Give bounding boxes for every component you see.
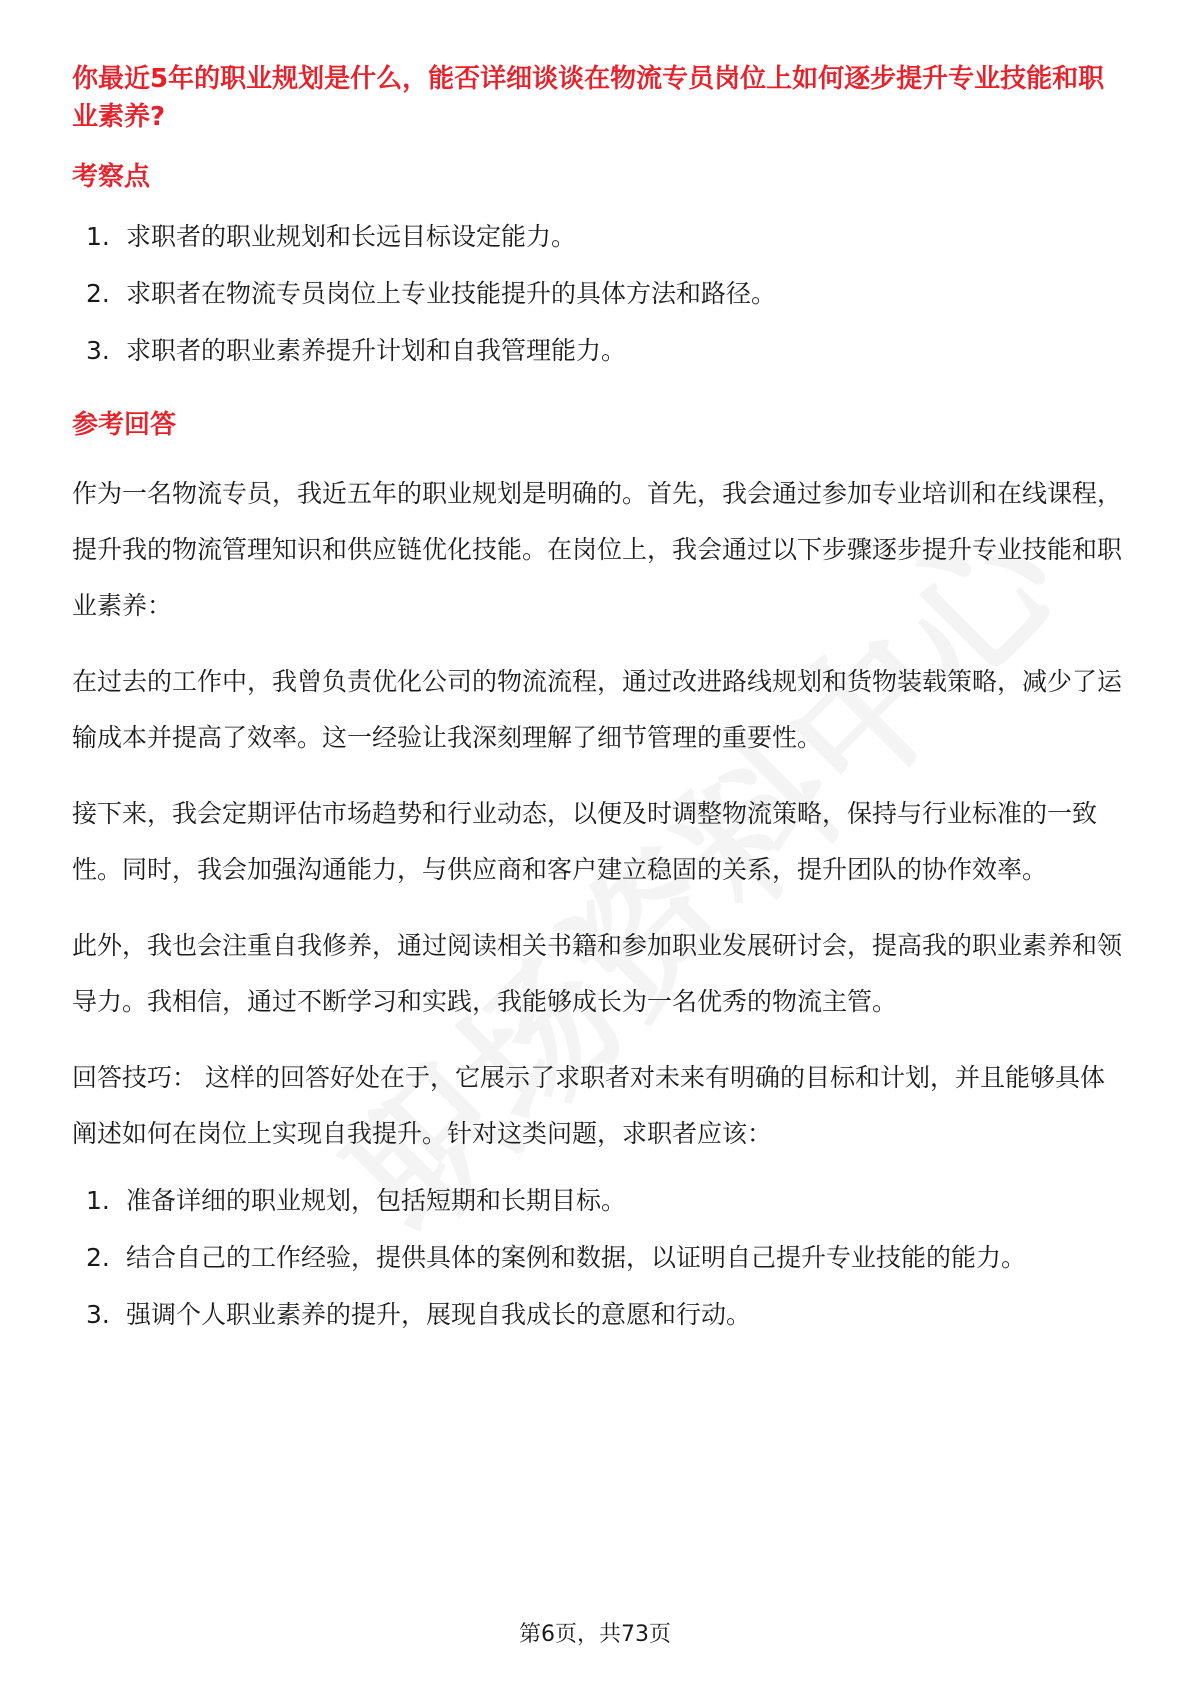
answer-tips-paragraph: 回答技巧： 这样的回答好处在于，它展示了求职者对未来有明确的目标和计划，并且能够具体阐述如何在岗位上实现自我提升。针对这类问题，求职者应该： [72, 1063, 1105, 1148]
answer-paragraph: 此外，我也会注重自我修养，通过阅读相关书籍和参加职业发展研讨会，提高我的职业素养和领导力。我相信，通过不断学习和实践，我能够成长为一名优秀的物流主管。 [72, 931, 1123, 1016]
answer-paragraph: 接下来，我会定期评估市场趋势和行业动态，以便及时调整物流策略，保持与行业标准的一致性。同时，我会加强沟通能力，与供应商和客户建立稳固的关系，提升团队的协作效率。 [72, 799, 1098, 884]
list-item-text: 求职者的职业素养提升计划和自我管理能力。 [126, 336, 627, 365]
list-item [72, 275, 1122, 313]
question-heading: 你最近5年的职业规划是什么，能否详细谈谈在物流专员岗位上如何逐步提升专业技能和职业素养? [72, 64, 1105, 132]
points-section-title: 考察点 [72, 162, 151, 192]
list-item-number: 2. [86, 1243, 110, 1272]
answer-paragraph: 作为一名物流专员，我近五年的职业规划是明确的。首先，我会通过参加专业培训和在线课程，提升我的物流管理知识和供应链优化技能。在岗位上，我会通过以下步骤逐步提升专业技能和职业素养： [72, 479, 1123, 620]
list-item-text: 强调个人职业素养的提升，展现自我成长的意愿和行动。 [126, 1300, 752, 1329]
list-item-text: 求职者的职业规划和长远目标设定能力。 [126, 222, 577, 251]
page-footer: 第6页，共73页 [519, 1622, 671, 1647]
list-item [72, 218, 1122, 256]
document-page [72, 60, 1122, 1370]
list-item [72, 1296, 1122, 1334]
list-item-text: 准备详细的职业规划，包括短期和长期目标。 [126, 1186, 627, 1215]
points-list [72, 218, 1122, 370]
answer-section-title: 参考回答 [72, 410, 177, 440]
list-item-text: 结合自己的工作经验，提供具体的案例和数据，以证明自己提升专业技能的能力。 [126, 1243, 1027, 1272]
list-item [72, 1182, 1122, 1220]
list-item-number: 1. [86, 1186, 110, 1215]
list-item-number: 3. [86, 336, 110, 365]
list-item [72, 332, 1122, 370]
list-item-number: 3. [86, 1300, 110, 1329]
tips-list [72, 1182, 1122, 1334]
list-item [72, 1239, 1122, 1277]
list-item-number: 1. [86, 222, 110, 251]
list-item-number: 2. [86, 279, 110, 308]
answer-paragraph: 在过去的工作中，我曾负责优化公司的物流流程，通过改进路线规划和货物装载策略，减少了运输成本并提高了效率。这一经验让我深刻理解了细节管理的重要性。 [72, 667, 1123, 752]
list-item-text: 求职者在物流专员岗位上专业技能提升的具体方法和路径。 [126, 279, 777, 308]
